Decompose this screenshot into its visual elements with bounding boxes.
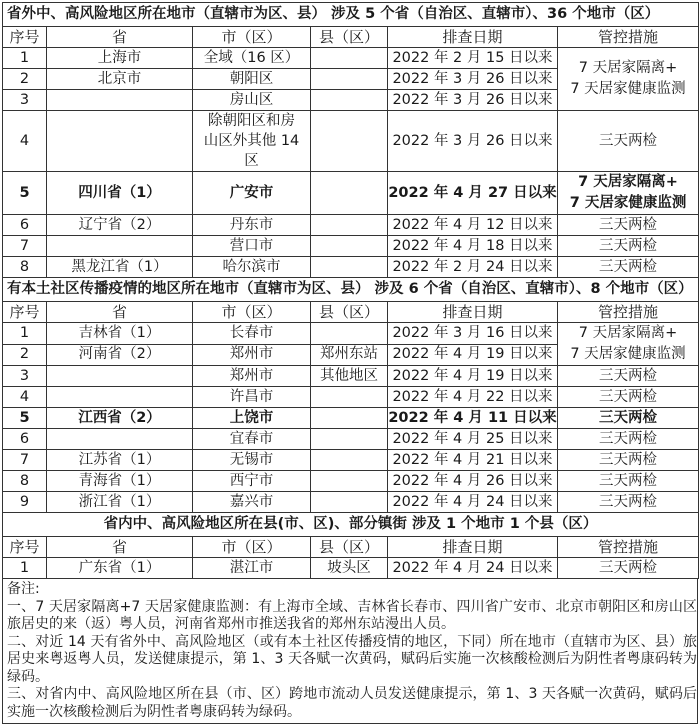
row-no: 4	[3, 387, 47, 408]
row-city: 长春市	[193, 323, 311, 345]
row-measure: 三天两检	[558, 257, 699, 278]
row-measure	[558, 172, 699, 215]
col-header-date: 排查日期	[388, 537, 558, 558]
row-measure: 三天两检	[558, 215, 699, 236]
table-row	[3, 257, 699, 278]
measure-line: 7 天居家健康监测	[570, 81, 686, 97]
row-date: 2022 年 4 月 22 日以来	[388, 387, 558, 408]
col-header-county: 县（区）	[311, 537, 388, 558]
row-province	[47, 387, 193, 408]
row-date: 2022 年 2 月 15 日以来	[388, 48, 558, 69]
row-no: 7	[3, 450, 47, 471]
row-no: 9	[3, 492, 47, 513]
table-row	[3, 215, 699, 236]
row-measure: 三天两检	[558, 558, 699, 579]
table-row	[3, 236, 699, 257]
row-no: 8	[3, 471, 47, 492]
row-county	[311, 257, 388, 278]
row-province: 上海市	[47, 48, 193, 69]
row-date: 2022 年 2 月 24 日以来	[388, 257, 558, 278]
table-row	[3, 429, 699, 450]
col-header-measure: 管控措施	[558, 27, 699, 48]
section3-title: 省内中、高风险地区所在县(市、区)、部分镇街 涉及 1 个地市 1 个县（区）	[3, 513, 699, 537]
row-county	[311, 387, 388, 408]
row-county	[311, 450, 388, 471]
row-province	[47, 236, 193, 257]
row-date: 2022 年 4 月 12 日以来	[388, 215, 558, 236]
row-no: 8	[3, 257, 47, 278]
row-province: 江苏省（1）	[47, 450, 193, 471]
row-province: 河南省（2）	[47, 344, 193, 366]
note-item: 二、对近 14 天有省外中、高风险地区（或有本土社区传播疫情的地区，下同）所在地市（直辖市为区、县）旅居史来粤返粤人员，发送健康提示，第 1、3 天各赋一次黄码，赋码后实施一次核酸检测后为阴性者粤康码转为绿码。	[7, 633, 697, 685]
row-county: 郑州东站	[311, 344, 388, 366]
col-header-measure: 管控措施	[558, 302, 699, 323]
row-city: 除朝阳区和房山区外其他 14 区	[193, 111, 311, 172]
row-city: 郑州市	[193, 366, 311, 387]
risk-area-table	[2, 2, 699, 579]
row-date: 2022 年 4 月 19 日以来	[388, 344, 558, 366]
row-city: 嘉兴市	[193, 492, 311, 513]
col-header-province: 省	[47, 537, 193, 558]
row-city: 宜春市	[193, 429, 311, 450]
row-county: 坡头区	[311, 558, 388, 579]
row-county	[311, 111, 388, 172]
row-county: 其他地区	[311, 366, 388, 387]
measure-line: 7 天居家健康监测	[569, 195, 687, 211]
row-date: 2022 年 4 月 26 日以来	[388, 471, 558, 492]
row-no: 5	[3, 408, 47, 429]
row-no: 3	[3, 366, 47, 387]
table-row	[3, 558, 699, 579]
row-measure-merged	[558, 323, 699, 366]
row-city: 哈尔滨市	[193, 257, 311, 278]
column-header-row	[3, 27, 699, 48]
table-row	[3, 450, 699, 471]
row-measure: 三天两检	[558, 408, 699, 429]
note-item: 一、7 天居家隔离+7 天居家健康监测：有上海市全域、吉林省长春市、四川省广安市、北京市朝阳区和房山区旅居史的来（返）粤人员，河南省郑州市推送我省的郑州东站漫出人员。	[7, 598, 697, 632]
col-header-no: 序号	[3, 27, 47, 48]
row-province	[47, 111, 193, 172]
measure-line: 7 天居家隔离+	[578, 325, 678, 341]
col-header-province: 省	[47, 302, 193, 323]
row-city: 郑州市	[193, 344, 311, 366]
row-county	[311, 408, 388, 429]
row-county	[311, 471, 388, 492]
row-measure-merged	[558, 48, 699, 111]
row-province: 北京市	[47, 69, 193, 90]
row-province: 四川省（1）	[47, 172, 193, 215]
section1-title-row	[3, 3, 699, 27]
col-header-date: 排查日期	[388, 27, 558, 48]
measure-line: 7 天居家隔离+	[578, 174, 678, 190]
row-county	[311, 172, 388, 215]
row-measure: 三天两检	[558, 111, 699, 172]
row-no: 3	[3, 90, 47, 111]
row-city: 广安市	[193, 172, 311, 215]
row-measure: 三天两检	[558, 387, 699, 408]
row-no: 1	[3, 323, 47, 345]
row-measure: 三天两检	[558, 236, 699, 257]
col-header-county: 县（区）	[311, 27, 388, 48]
column-header-row	[3, 537, 699, 558]
row-no: 7	[3, 236, 47, 257]
row-province: 广东省（1）	[47, 558, 193, 579]
note-item: 三、对省内中、高风险地区所在县（市、区）跨地市流动人员发送健康提示，第 1、3 天各赋一次黄码，赋码后实施一次核酸检测后为阴性者粤康码转为绿码。	[7, 686, 697, 720]
row-measure: 三天两检	[558, 429, 699, 450]
row-province: 青海省（1）	[47, 471, 193, 492]
section3-title-row	[3, 513, 699, 537]
row-date: 2022 年 4 月 24 日以来	[388, 492, 558, 513]
row-city: 朝阳区	[193, 69, 311, 90]
row-province: 吉林省（1）	[47, 323, 193, 345]
column-header-row	[3, 302, 699, 323]
row-date: 2022 年 4 月 18 日以来	[388, 236, 558, 257]
measure-line: 7 天居家健康监测	[570, 346, 686, 362]
row-date: 2022 年 4 月 24 日以来	[388, 558, 558, 579]
row-no: 6	[3, 215, 47, 236]
row-province: 江西省（2）	[47, 408, 193, 429]
col-header-city: 市（区）	[193, 27, 311, 48]
table-row	[3, 111, 699, 172]
row-date: 2022 年 4 月 25 日以来	[388, 429, 558, 450]
row-city: 丹东市	[193, 215, 311, 236]
table-row	[3, 492, 699, 513]
col-header-no: 序号	[3, 537, 47, 558]
row-no: 1	[3, 558, 47, 579]
risk-area-document	[2, 2, 698, 724]
section2-title: 有本土社区传播疫情的地区所在地市（直辖市为区、县） 涉及 6 个省（自治区、直辖市）、8 个地市（区）	[3, 278, 699, 302]
col-header-no: 序号	[3, 302, 47, 323]
row-no: 2	[3, 69, 47, 90]
row-county	[311, 90, 388, 111]
col-header-city: 市（区）	[193, 537, 311, 558]
row-province: 浙江省（1）	[47, 492, 193, 513]
row-date: 2022 年 3 月 26 日以来	[388, 90, 558, 111]
row-date: 2022 年 3 月 26 日以来	[388, 69, 558, 90]
row-county	[311, 215, 388, 236]
table-row-highlighted	[3, 172, 699, 215]
row-city: 房山区	[193, 90, 311, 111]
col-header-county: 县（区）	[311, 302, 388, 323]
row-measure: 三天两检	[558, 366, 699, 387]
row-measure: 三天两检	[558, 492, 699, 513]
col-header-province: 省	[47, 27, 193, 48]
row-province	[47, 366, 193, 387]
row-date: 2022 年 4 月 27 日以来	[388, 172, 558, 215]
section2-title-row	[3, 278, 699, 302]
col-header-date: 排查日期	[388, 302, 558, 323]
row-county	[311, 69, 388, 90]
row-province: 黑龙江省（1）	[47, 257, 193, 278]
row-no: 5	[3, 172, 47, 215]
row-city: 无锡市	[193, 450, 311, 471]
notes-section	[2, 579, 698, 724]
measure-line: 7 天居家隔离+	[578, 60, 678, 76]
row-province	[47, 90, 193, 111]
row-city: 西宁市	[193, 471, 311, 492]
row-measure: 三天两检	[558, 450, 699, 471]
row-province	[47, 429, 193, 450]
row-date: 2022 年 4 月 19 日以来	[388, 366, 558, 387]
col-header-city: 市（区）	[193, 302, 311, 323]
row-county	[311, 236, 388, 257]
row-date: 2022 年 4 月 21 日以来	[388, 450, 558, 471]
row-county	[311, 323, 388, 345]
row-county	[311, 429, 388, 450]
row-measure: 三天两检	[558, 471, 699, 492]
section1-title: 省外中、高风险地区所在地市（直辖市为区、县） 涉及 5 个省（自治区、直辖市）、36 个地市（区）	[3, 3, 699, 27]
row-county	[311, 48, 388, 69]
table-row	[3, 48, 699, 69]
row-city: 全域（16 区）	[193, 48, 311, 69]
row-county	[311, 492, 388, 513]
table-row	[3, 323, 699, 345]
row-no: 6	[3, 429, 47, 450]
table-row	[3, 366, 699, 387]
row-province: 辽宁省（2）	[47, 215, 193, 236]
table-row	[3, 471, 699, 492]
row-date: 2022 年 3 月 26 日以来	[388, 111, 558, 172]
row-date: 2022 年 3 月 16 日以来	[388, 323, 558, 345]
row-city: 营口市	[193, 236, 311, 257]
row-city: 上饶市	[193, 408, 311, 429]
table-row-highlighted	[3, 408, 699, 429]
table-row	[3, 387, 699, 408]
row-city: 湛江市	[193, 558, 311, 579]
row-no: 1	[3, 48, 47, 69]
row-city: 许昌市	[193, 387, 311, 408]
row-no: 2	[3, 344, 47, 366]
row-date: 2022 年 4 月 11 日以来	[388, 408, 558, 429]
notes-label: 备注:	[7, 581, 40, 597]
col-header-measure: 管控措施	[558, 537, 699, 558]
row-no: 4	[3, 111, 47, 172]
